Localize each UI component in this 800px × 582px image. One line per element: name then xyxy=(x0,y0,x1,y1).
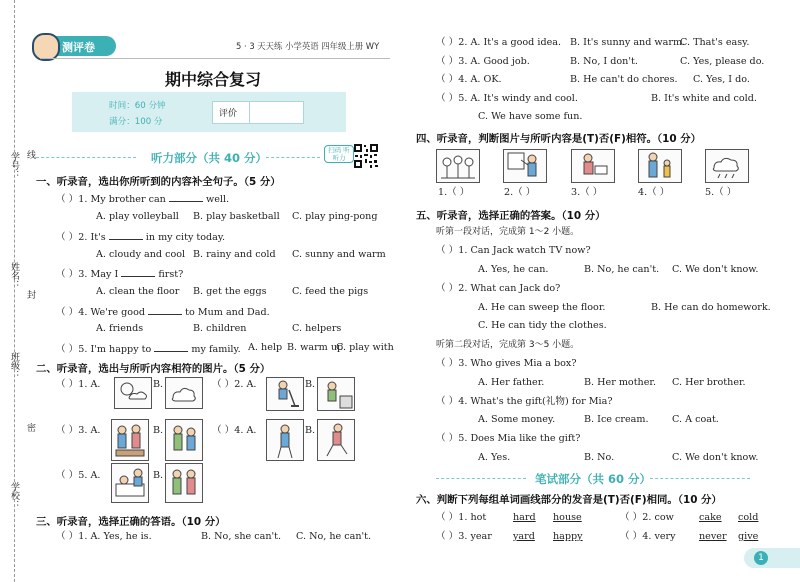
s3-q4-option-a: （ ）4. A. OK. xyxy=(436,74,502,85)
s1-q2-option-b: B. rainy and cold xyxy=(193,249,276,260)
dash-right-2 xyxy=(650,478,750,479)
picture-option[interactable] xyxy=(266,377,304,411)
s1-q5-option-a: A. help xyxy=(248,342,283,353)
picture-option[interactable] xyxy=(317,377,355,411)
picture-option[interactable] xyxy=(111,463,149,503)
s5-question-3: （ ）3. Who gives Mia a box? xyxy=(436,358,577,369)
s1-q1-post: well. xyxy=(205,194,230,205)
s5-q5-option-a: A. Yes. xyxy=(478,452,511,463)
s4-answer-3[interactable]: 3.（ ） xyxy=(571,187,603,198)
parent-child-icon xyxy=(639,150,681,182)
s1-q1-option-b: B. play basketball xyxy=(193,211,280,222)
header-rule xyxy=(40,58,390,59)
s4-answer-4[interactable]: 4.（ ） xyxy=(638,187,670,198)
person-reading-icon xyxy=(572,150,614,182)
sick-in-bed-icon xyxy=(112,464,148,502)
person-running-icon xyxy=(318,420,354,460)
s6-q3-word-2: yard xyxy=(513,531,535,542)
s1-q5-post: my family. xyxy=(191,344,241,355)
answer-blank[interactable] xyxy=(148,305,182,315)
s2-q2-b-label: B. xyxy=(305,379,316,390)
s2-q5-label: （ ）5. A. xyxy=(56,470,101,481)
s1-q1-text: （ ）1. My brother can xyxy=(56,194,166,205)
picture-option[interactable] xyxy=(165,463,203,503)
time-info: 时间：60 分钟 xyxy=(109,101,166,111)
s6-q2-word-2: cake xyxy=(699,512,722,523)
person-cooking-icon xyxy=(318,378,354,410)
listening-section-title: 听力部分（共 40 分） xyxy=(151,151,268,165)
picture-option[interactable] xyxy=(317,419,355,461)
eval-box xyxy=(212,101,304,124)
family-icon xyxy=(112,420,148,460)
s3-q2-option-c: C. That's easy. xyxy=(680,37,750,48)
eval-label: 评价 xyxy=(219,109,238,119)
s1-q3-option-b: B. get the eggs xyxy=(193,286,267,297)
writing-section-title: 笔试部分（共 60 分） xyxy=(535,472,652,486)
s2-q1-b-label: B. xyxy=(153,379,164,390)
s6-q4-word-3: give xyxy=(738,531,759,542)
qr-code-icon xyxy=(353,143,379,169)
s5-q5-option-c: C. We don't know. xyxy=(672,452,759,463)
answer-blank[interactable] xyxy=(109,230,143,240)
s3-q2-option-a: （ ）2. A. It's a good idea. xyxy=(436,37,562,48)
s2-q5-b-label: B. xyxy=(153,470,164,481)
s3-q1-option-a: （ ）1. A. Yes, he is. xyxy=(56,531,152,542)
s5-q1-option-b: B. No, he can't. xyxy=(584,264,660,275)
info-box xyxy=(72,92,346,132)
s5-q4-option-b: B. Ice cream. xyxy=(584,414,649,425)
picture-5 xyxy=(705,149,749,183)
s1-q1-option-c: C. play ping-pong xyxy=(292,211,378,222)
person-sweeping-icon xyxy=(267,378,303,410)
s1-question-2 xyxy=(56,230,225,244)
person-working-icon xyxy=(267,420,303,460)
s2-q4-b-label: B. xyxy=(305,425,316,436)
s2-q1-label: （ ）1. A. xyxy=(56,379,101,390)
badge xyxy=(36,36,116,56)
s1-q3-post: first? xyxy=(158,269,184,280)
picture-option[interactable] xyxy=(165,419,203,461)
picture-option[interactable] xyxy=(114,377,152,409)
s1-question-5 xyxy=(56,342,241,356)
qr-caption: 扫码 听听力 xyxy=(324,145,354,163)
section-3-title: 三、听录音，选择正确的答语。（10 分） xyxy=(36,516,226,528)
s5-q2-option-b: B. He can do homework. xyxy=(651,302,771,313)
s1-q4-option-a: A. friends xyxy=(96,323,144,334)
s5-q2-option-a: A. He can sweep the floor. xyxy=(478,302,606,313)
s5-question-2: （ ）2. What can Jack do? xyxy=(436,283,561,294)
s1-q4-text: （ ）4. We're good xyxy=(56,307,145,318)
s4-answer-1[interactable]: 1.（ ） xyxy=(438,187,470,198)
s1-question-4 xyxy=(56,305,270,319)
page-number: 1 xyxy=(754,551,768,565)
s6-q4-word-2: never xyxy=(699,531,727,542)
s2-q3-b-label: B. xyxy=(153,425,164,436)
s5-q3-option-c: C. Her brother. xyxy=(672,377,746,388)
score-info: 满分：100 分 xyxy=(109,117,163,127)
s1-q5-text: （ ）5. I'm happy to xyxy=(56,344,152,355)
s1-question-3 xyxy=(56,267,183,281)
s3-q3-option-b: B. No, I don't. xyxy=(570,56,638,67)
s5-q1-option-a: A. Yes, he can. xyxy=(478,264,549,275)
s5-q5-option-b: B. No. xyxy=(584,452,615,463)
secret-mark: 密 xyxy=(25,423,35,432)
s1-q3-option-c: C. feed the pigs xyxy=(292,286,369,297)
s4-answer-5[interactable]: 5.（ ） xyxy=(705,187,737,198)
section-4-title: 四、听录音，判断图片与所听内容是(T)否(F)相符。（10 分） xyxy=(416,133,702,145)
picture-1 xyxy=(436,149,480,183)
s6-q1-word-2: hard xyxy=(513,512,536,523)
s4-answer-2[interactable]: 2.（ ） xyxy=(504,187,536,198)
s5-question-1: （ ）1. Can Jack watch TV now? xyxy=(436,245,591,256)
s3-q3-option-c: C. Yes, please do. xyxy=(680,56,765,67)
section-5-title: 五、听录音，选择正确的答案。（10 分） xyxy=(416,210,606,222)
s1-q5-option-b: B. warm up xyxy=(287,342,344,353)
dialog-2-instruction: 听第二段对话，完成第 3～5 小题。 xyxy=(436,340,580,350)
s5-q3-option-a: A. Her father. xyxy=(478,377,545,388)
s1-q5-option-c: C. play with xyxy=(336,342,394,353)
s3-q5-option-b: B. It's white and cold. xyxy=(651,93,757,104)
s5-q4-option-c: C. A coat. xyxy=(672,414,719,425)
student-number-label: 学号： xyxy=(9,152,19,179)
class-label: 班级： xyxy=(9,352,19,379)
picture-option[interactable] xyxy=(111,419,149,461)
s1-q3-option-a: A. clean the floor xyxy=(96,286,180,297)
s2-q4-label: （ ）4. A. xyxy=(212,425,257,436)
s6-q1-word-3: house xyxy=(553,512,582,523)
picture-2 xyxy=(503,149,547,183)
school-label: 学校： xyxy=(9,482,19,509)
name-label: 姓名： xyxy=(9,262,19,289)
s3-q2-option-b: B. It's sunny and warm. xyxy=(570,37,686,48)
section-6-title: 六、判断下列每组单词画线部分的发音是(T)否(F)相同。（10 分） xyxy=(416,494,722,506)
dash-left xyxy=(36,157,136,158)
s3-q5-option-c: C. We have some fun. xyxy=(478,111,583,122)
s6-q4: （ ）4. very xyxy=(620,531,676,542)
series-line: 5 · 3 天天练 小学英语 四年级上册 WY xyxy=(236,41,380,51)
s5-q2-option-c: C. He can tidy the clothes. xyxy=(478,320,607,331)
s3-q4-option-b: B. He can't do chores. xyxy=(570,74,678,85)
s6-q3: （ ）3. year xyxy=(436,531,492,542)
s1-q4-option-b: B. children xyxy=(193,323,247,334)
s1-q2-option-a: A. cloudy and cool xyxy=(96,249,186,260)
s1-q2-option-c: C. sunny and warm xyxy=(292,249,386,260)
page-title: 期中综合复习 xyxy=(165,70,262,89)
eval-divider xyxy=(249,102,250,123)
s6-q1: （ ）1. hot xyxy=(436,512,487,523)
picture-4 xyxy=(638,149,682,183)
s3-q3-option-a: （ ）3. A. Good job. xyxy=(436,56,530,67)
people-talking-icon xyxy=(166,464,202,502)
s1-q2-text: （ ）2. It's xyxy=(56,232,106,243)
s1-q2-post: in my city today. xyxy=(145,232,226,243)
s3-q1-option-b: B. No, she can't. xyxy=(201,531,282,542)
section-2-title: 二、听录音，选出与所听内容相符的图片。（5 分） xyxy=(36,363,271,375)
answer-blank[interactable] xyxy=(154,342,188,352)
s6-q2: （ ）2. cow xyxy=(620,512,674,523)
sun-cloud-icon xyxy=(115,378,151,408)
s5-question-4: （ ）4. What's the gift(礼物) for Mia? xyxy=(436,396,613,407)
s3-q1-option-c: C. No, he can't. xyxy=(296,531,372,542)
s5-q4-option-a: A. Some money. xyxy=(478,414,556,425)
person-cleaning-window-icon xyxy=(504,150,546,182)
picture-option[interactable] xyxy=(266,419,304,461)
s1-question-1 xyxy=(56,192,229,206)
flowers-icon xyxy=(437,150,479,182)
dash-right xyxy=(266,157,320,158)
two-people-icon xyxy=(166,420,202,460)
s1-q4-option-c: C. helpers xyxy=(292,323,342,334)
line-mark: 线 xyxy=(25,150,35,159)
page-number-tab xyxy=(744,548,800,568)
s2-q3-label: （ ）3. A. xyxy=(56,425,101,436)
dash-left-2 xyxy=(436,478,526,479)
section-1-title: 一、听录音，选出你所听到的内容补全句子。（5 分） xyxy=(36,176,281,188)
kid-face-icon xyxy=(32,33,60,61)
s3-q4-option-c: C. Yes, I do. xyxy=(693,74,750,85)
dialog-1-instruction: 听第一段对话，完成第 1～2 小题。 xyxy=(436,227,580,237)
s3-q5-option-a: （ ）5. A. It's windy and cool. xyxy=(436,93,578,104)
s1-q4-post: to Mum and Dad. xyxy=(185,307,270,318)
picture-3 xyxy=(571,149,615,183)
answer-blank[interactable] xyxy=(169,192,203,202)
answer-blank[interactable] xyxy=(121,267,155,277)
s1-q1-option-a: A. play volleyball xyxy=(96,211,179,222)
s5-q3-option-b: B. Her mother. xyxy=(584,377,656,388)
s6-q2-word-3: cold xyxy=(738,512,759,523)
badge-text: 测评卷 xyxy=(62,41,95,54)
cloud-icon xyxy=(166,378,202,408)
s6-q3-word-3: happy xyxy=(553,531,583,542)
s1-q3-text: （ ）3. May I xyxy=(56,269,119,280)
picture-option[interactable] xyxy=(165,377,203,409)
s2-q2-label: （ ）2. A. xyxy=(212,379,257,390)
s5-q1-option-c: C. We don't know. xyxy=(672,264,759,275)
seal-mark: 封 xyxy=(25,290,35,299)
cloud-rain-icon xyxy=(706,150,748,182)
s5-question-5: （ ）5. Does Mia like the gift? xyxy=(436,433,581,444)
